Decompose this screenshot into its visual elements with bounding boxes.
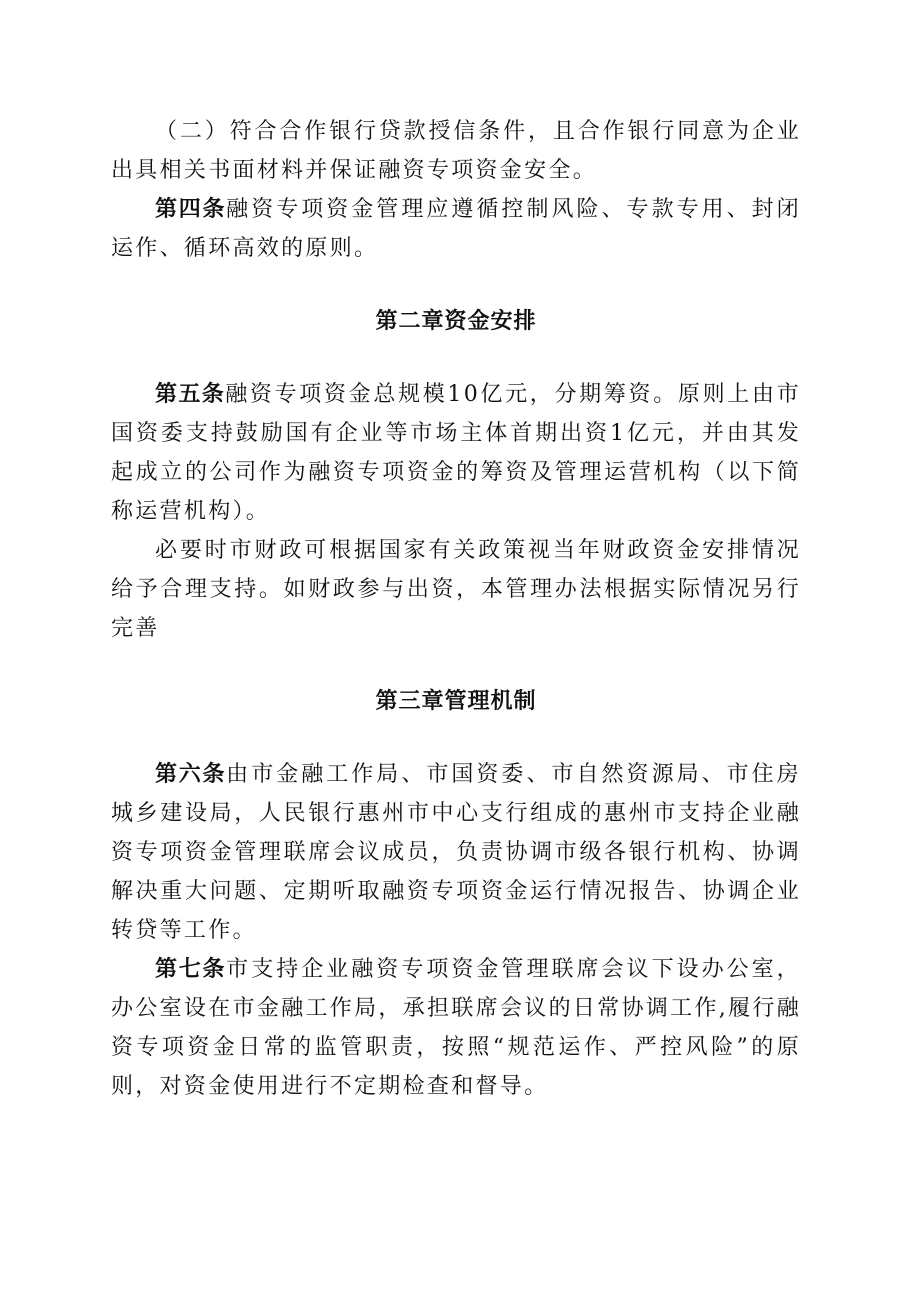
article-label: 第五条: [155, 381, 226, 407]
paragraph-text: 必要时市财政可根据国家有关政策视当年财政资金安排情况给予合理支持。如财政参与出资，本管理办法根据实际情况另行完善: [111, 538, 801, 641]
paragraph-text: 融资专项资金管理应遵循控制风险、专款专用、封闭运作、循环高效的原则。: [111, 197, 801, 261]
article-label: 第六条: [155, 761, 227, 787]
document-page: [111, 112, 801, 1106]
chapter-3-title: 第三章管理机制: [375, 689, 537, 714]
paragraph-finance-support: [111, 531, 801, 648]
paragraph-text: 由市金融工作局、市国资委、市自然资源局、市住房城乡建设局，人民银行惠州市中心支行组成的惠州市支持企业融资专项资金管理联席会议成员，负责协调市级各银行机构、协调解决重大问题、定期听取融资专项资金运行情况报告、协调企业转贷等工作。: [111, 762, 801, 943]
article-label: 第七条: [155, 956, 227, 982]
article-label: 第四条: [155, 196, 227, 222]
paragraph-article-7: [111, 950, 801, 1106]
paragraph-text: 融资专项资金总规模10亿元，分期筹资。原则上由市国资委支持鼓励国有企业等市场主体首期出资1亿元，并由其发起成立的公司作为融资专项资金的筹资及管理运营机构（以下简称运营机构）。: [111, 382, 801, 524]
paragraph-text: 市支持企业融资专项资金管理联席会议下设办公室，办公室设在市金融工作局，承担联席会议的日常协调工作,履行融资专项资金日常的监管职责，按照“规范运作、严控风险”的原则，对资金使用进行不定期检查和督导。: [111, 957, 801, 1099]
paragraph-text: （二）符合合作银行贷款授信条件，且合作银行同意为企业出具相关书面材料并保证融资专项资金安全。: [111, 119, 801, 183]
chapter-2-title: 第二章资金安排: [375, 309, 537, 334]
paragraph-article-6: [111, 755, 801, 950]
paragraph-article-5: [111, 375, 801, 531]
paragraph-article-4: [111, 190, 801, 268]
paragraph-clause-2: [111, 112, 801, 190]
